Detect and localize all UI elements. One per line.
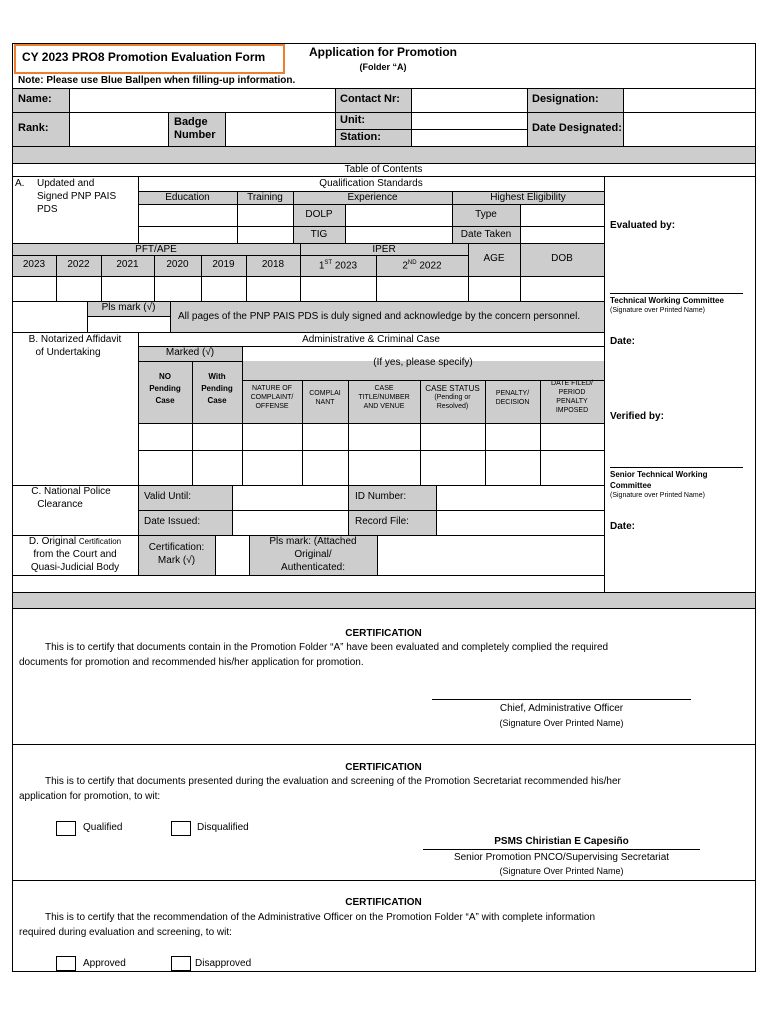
application-title: Application for Promotion (309, 45, 457, 59)
year-2018: 2018 (261, 259, 285, 270)
b-label-line2: of Undertaking (35, 347, 101, 358)
year-2022: 2022 (67, 259, 90, 270)
year-2019: 2019 (212, 259, 235, 270)
badge-number-field[interactable] (226, 113, 334, 145)
case-status-line1: CASE STATUS (425, 384, 480, 393)
approved-checkbox[interactable] (56, 956, 76, 971)
penalty-line1: PENALTY/ (495, 390, 530, 397)
disapproved-label: Disapproved (195, 958, 252, 969)
pft-2019-field[interactable] (202, 277, 245, 300)
qualified-checkbox[interactable] (56, 821, 76, 836)
cert3-line1: This is to certify that the recommendation of the Administrative Officer on the Promotion Folder “A” with complete information (45, 912, 596, 923)
date-filed-line1: DATE FILED/ (551, 380, 593, 387)
rank-field[interactable] (70, 113, 167, 145)
nature-line1: NATURE OF (252, 385, 292, 392)
age-field[interactable] (469, 277, 519, 300)
form-title: CY 2023 PRO8 Promotion Evaluation Form (22, 50, 266, 64)
no-pending-line1: NO (159, 372, 171, 381)
c-label-line1: C. National Police (31, 486, 111, 497)
pft-ape-header: PFT/APE (135, 244, 177, 255)
disqualified-checkbox[interactable] (171, 821, 191, 836)
verified-by-label: Verified by: (610, 411, 664, 422)
date-taken-label: Date Taken (460, 229, 512, 240)
if-yes-label: (If yes, please specify) (373, 357, 473, 368)
cert2-line2: application for promotion, to wit: (19, 791, 161, 802)
case-details-field[interactable] (243, 424, 603, 484)
valid-until-field[interactable] (233, 486, 347, 509)
badge-number-label: Number (174, 129, 216, 141)
cert-mark-field[interactable] (216, 536, 248, 574)
tig-field[interactable] (346, 227, 451, 242)
evaluated-by-label: Evaluated by: (610, 220, 676, 231)
cert2-line1: This is to certify that documents presented during the evaluation and screening of the Promotion Secretariat recommended his/her (45, 776, 621, 787)
education-header: Education (165, 192, 210, 203)
pft-2023-field[interactable] (13, 277, 55, 300)
cert1-signature-note: (Signature Over Printed Name) (499, 718, 624, 728)
highest-eligibility-header: Highest Eligibility (490, 192, 566, 203)
date-issued-field[interactable] (233, 511, 347, 534)
case-status-line3: Resolved) (436, 403, 469, 410)
date-taken-field[interactable] (521, 227, 603, 242)
stwc-signature-note: (Signature over Printed Name) (610, 492, 705, 499)
cert-mark-line1: Certification: (148, 542, 205, 553)
d-label-line1: D. Original Certification (28, 536, 122, 547)
cert1-line1: This is to certify that documents contain in the Promotion Folder “A” have been evaluated and completely complied the required (45, 642, 609, 653)
with-pending-line2: Pending (201, 384, 233, 393)
with-pending-line3: Case (207, 396, 227, 405)
pft-2021-field[interactable] (102, 277, 153, 300)
training-header: Training (247, 192, 283, 203)
contact-label: Contact Nr: (340, 93, 400, 105)
pls-mark-attached-line3: Authenticated: (281, 562, 345, 573)
type-field[interactable] (521, 205, 603, 225)
cert1-officer: Chief, Administrative Officer (499, 703, 624, 714)
twc-label: Technical Working Committee (610, 296, 724, 305)
authenticated-field[interactable] (378, 536, 603, 574)
toc-title: Table of Contents (344, 164, 423, 175)
pls-mark-label: Pls mark (√) (101, 302, 156, 313)
date-designated-label: Date Designated: (532, 122, 622, 134)
a-label-letter: A. (15, 178, 25, 189)
no-pending-line2: Pending (149, 384, 181, 393)
pls-mark-attached-line1: Pls mark: (Attached (269, 536, 357, 547)
valid-until-label: Valid Until: (144, 491, 192, 502)
cert1-title: CERTIFICATION (345, 628, 422, 639)
a-label-line1: Updated and (37, 178, 95, 189)
year-2023: 2023 (22, 259, 46, 270)
date-label-2: Date: (610, 521, 636, 532)
cert3-title: CERTIFICATION (345, 897, 422, 908)
dolp-field[interactable] (346, 205, 451, 225)
dob-header: DOB (551, 253, 573, 264)
contact-field[interactable] (412, 89, 526, 111)
pds-statement: All pages of the PNP PAIS PDS is duly signed and acknowledge by the concern personnel. (178, 311, 581, 322)
date-designated-field[interactable] (624, 113, 754, 145)
pft-2020-field[interactable] (155, 277, 200, 300)
cert2-title: CERTIFICATION (345, 762, 422, 773)
with-pending-line1: With (208, 372, 226, 381)
admin-case-header: Administrative & Criminal Case (302, 334, 440, 345)
complainant-line2: NANT (315, 399, 335, 406)
id-number-label: ID Number: (355, 491, 407, 502)
pft-2022-field[interactable] (57, 277, 100, 300)
pls-mark-attached-line2: Original/ (294, 549, 332, 560)
cert2-signatory-name: PSMS Chiristian E Capesiño (494, 836, 629, 847)
nature-line3: OFFENSE (255, 403, 289, 410)
note: Note: Please use Blue Ballpen when filling-up information. (18, 75, 296, 86)
station-field[interactable] (412, 130, 526, 145)
training-field[interactable] (238, 205, 292, 242)
date-filed-line4: IMPOSED (555, 407, 589, 414)
type-label: Type (475, 209, 497, 220)
year-2021: 2021 (116, 259, 139, 270)
unit-field[interactable] (412, 113, 526, 128)
stwc-label-line1: Senior Technical Working (610, 470, 708, 479)
a-label-line3: PDS (37, 204, 58, 215)
d-label-line2: from the Court and (33, 549, 117, 560)
iper-header: IPER (372, 244, 396, 255)
iper-2022-field[interactable] (377, 277, 467, 300)
c-label-line2: Clearance (37, 499, 83, 510)
twc-signature-note: (Signature over Printed Name) (610, 307, 705, 314)
pft-2018-field[interactable] (247, 277, 299, 300)
marked-header: Marked (√) (165, 347, 215, 358)
date-label-1: Date: (610, 336, 636, 347)
disapproved-checkbox[interactable] (171, 956, 191, 971)
dob-field[interactable] (521, 277, 603, 300)
cert2-signature-note: (Signature Over Printed Name) (499, 866, 624, 876)
penalty-line2: DECISION (495, 399, 530, 406)
d-label-line3: Quasi-Judicial Body (30, 562, 120, 573)
cert1-line2: documents for promotion and recommended his/her application for promotion. (19, 657, 364, 668)
education-field[interactable] (139, 205, 236, 242)
iper-2023-field[interactable] (301, 277, 375, 300)
badge-label: Badge (174, 116, 208, 128)
no-pending-line3: Case (155, 396, 175, 405)
case-title-line1: CASE (374, 385, 394, 392)
case-title-line3: AND VENUE (363, 403, 405, 410)
complainant-line1: COMPLAI (309, 390, 341, 397)
no-pending-field[interactable] (139, 424, 191, 484)
stwc-label-line2: Committee (610, 481, 652, 490)
case-status-line2: (Pending or (434, 394, 471, 401)
unit-label: Unit: (340, 114, 366, 126)
qualified-label: Qualified (83, 822, 123, 833)
b-label-line1: B. Notarized Affidavit (28, 334, 122, 345)
qualification-standards: Qualification Standards (319, 178, 423, 189)
pls-mark-field[interactable] (88, 317, 169, 331)
tig-label: TIG (310, 229, 328, 240)
name-field[interactable] (70, 89, 334, 111)
record-file-field[interactable] (437, 511, 603, 534)
disqualified-label: Disqualified (197, 822, 249, 833)
designation-label: Designation: (532, 93, 599, 105)
rank-label: Rank: (18, 122, 49, 134)
dolp-label: DOLP (305, 209, 333, 220)
folder-label: (Folder “A) (359, 62, 407, 72)
with-pending-field[interactable] (193, 424, 241, 484)
record-file-label: Record File: (355, 516, 409, 527)
age-header: AGE (483, 253, 505, 264)
cert2-position: Senior Promotion PNCO/Supervising Secretariat (453, 852, 670, 863)
id-number-field[interactable] (437, 486, 603, 509)
station-label: Station: (340, 131, 381, 143)
a-label-line2: Signed PNP PAIS (37, 191, 117, 202)
date-filed-line3: PENALTY (556, 398, 588, 405)
year-2020: 2020 (166, 259, 189, 270)
experience-header: Experience (347, 192, 398, 203)
cert-mark-line2: Mark (√) (157, 555, 196, 566)
nature-line2: COMPLAINT/ (250, 394, 294, 401)
iper-1st-2023: 1ST 2023 (318, 260, 358, 272)
cert3-line2: required during evaluation and screening, to wit: (19, 927, 232, 938)
approved-label: Approved (83, 958, 126, 969)
iper-2nd-2022: 2ND 2022 (402, 260, 442, 272)
name-label: Name: (18, 93, 52, 105)
case-title-line2: TITLE/NUMBER (358, 394, 410, 401)
designation-field[interactable] (624, 89, 754, 111)
date-filed-line2: PERIOD (558, 389, 586, 396)
date-issued-label: Date Issued: (144, 516, 201, 527)
